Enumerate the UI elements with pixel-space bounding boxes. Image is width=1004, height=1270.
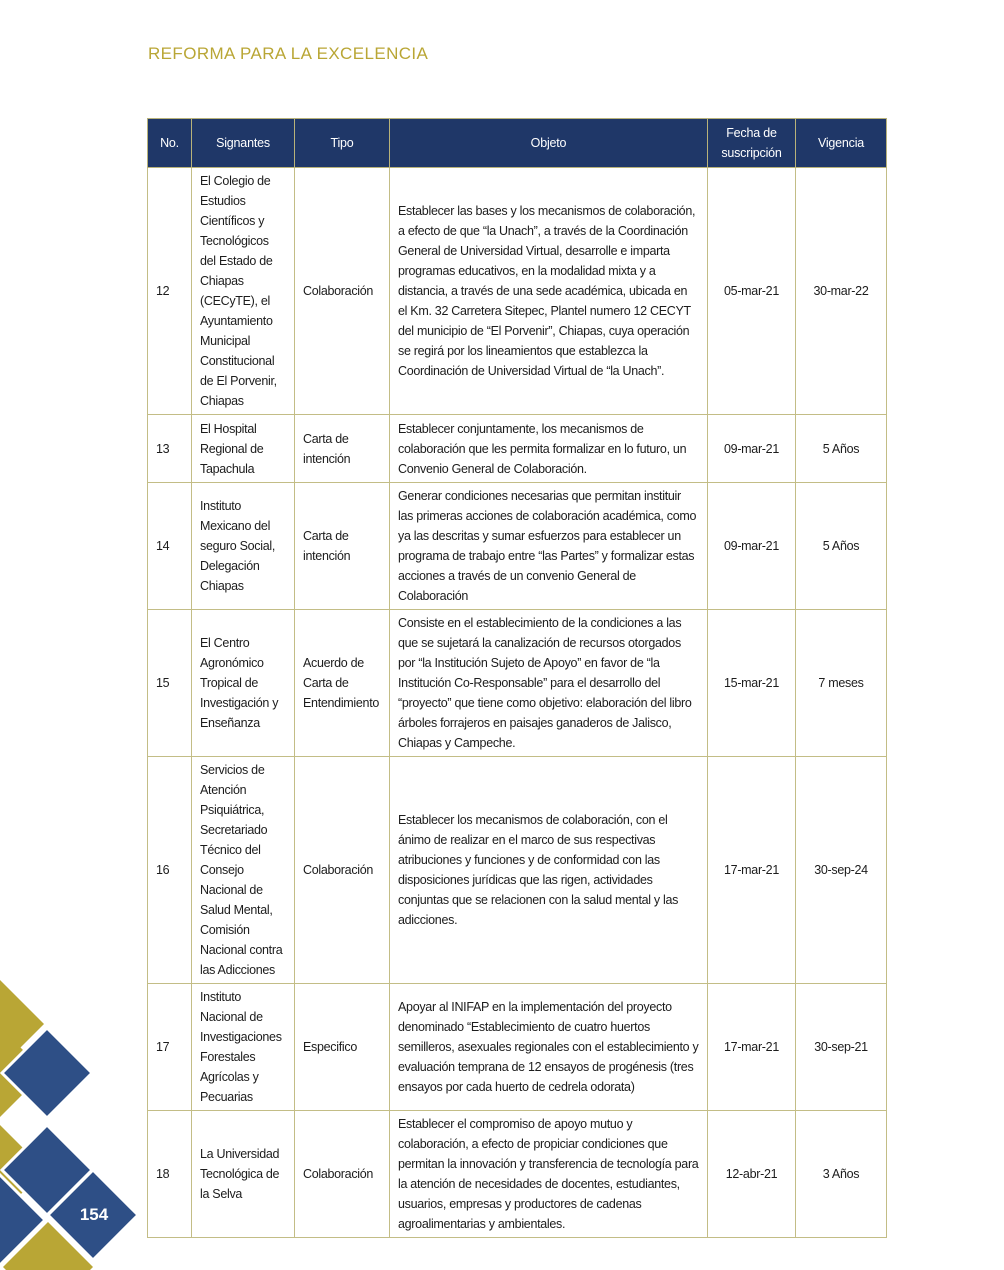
cell-vigencia: 5 Años [796, 483, 887, 610]
cell-objeto: Establecer los mecanismos de colaboración, con el ánimo de realizar en el marco de sus respectivas atribuciones y funciones y de conformidad con las disposiciones jurídicas que las rigen, actividades conjuntas que se relacionen con la salud mental y las adicciones. [390, 757, 708, 984]
page-number: 154 [79, 1205, 109, 1224]
cell-vigencia: 3 Años [796, 1111, 887, 1238]
cell-no: 15 [148, 610, 192, 757]
cell-objeto: Establecer las bases y los mecanismos de colaboración, a efecto de que “la Unach”, a través de la Coordinación General de Universidad Virtual, desarrolle e imparta programas educativos, en la modalidad mixta y a distancia, a través de una sede académica, ubicada en el Km. 32 Carretera Sitepec, Plantel numero 12 CECYT del municipio de “El Porvenir”, Chiapas, cuya operación se regirá por los lineamientos que establezca la Coordinación de Universidad Virtual de “la Unach”. [390, 168, 708, 415]
table-row [148, 610, 887, 757]
cell-fecha: 09-mar-21 [708, 415, 796, 483]
cell-vigencia: 30-sep-24 [796, 757, 887, 984]
cell-no: 12 [148, 168, 192, 415]
cell-tipo: Carta de intención [295, 415, 390, 483]
cell-no: 13 [148, 415, 192, 483]
column-header-tipo: Tipo [295, 119, 390, 168]
cell-signantes: La Universidad Tecnológica de la Selva [192, 1111, 295, 1238]
cell-no: 18 [148, 1111, 192, 1238]
cell-signantes: El Colegio de Estudios Científicos y Tecnológicos del Estado de Chiapas (CECyTE), el Ayuntamiento Municipal Constitucional de El Porvenir, Chiapas [192, 168, 295, 415]
cell-fecha: 17-mar-21 [708, 984, 796, 1111]
agreements-table [147, 118, 887, 1238]
cell-fecha: 15-mar-21 [708, 610, 796, 757]
cell-fecha: 05-mar-21 [708, 168, 796, 415]
cell-tipo: Acuerdo de Carta de Entendimiento [295, 610, 390, 757]
table-row [148, 483, 887, 610]
cell-signantes: Servicios de Atención Psiquiátrica, Secretariado Técnico del Consejo Nacional de Salud Mental, Comisión Nacional contra las Adicciones [192, 757, 295, 984]
table-row [148, 415, 887, 483]
column-header-no: No. [148, 119, 192, 168]
cell-fecha: 12-abr-21 [708, 1111, 796, 1238]
cell-objeto: Establecer el compromiso de apoyo mutuo y colaboración, a efecto de propiciar condiciones que permitan la innovación y transferencia de tecnología para la atención de necesidades de docentes, estudiantes, usuarios, empresas y productores de cadenas agroalimentarias y ambientales. [390, 1111, 708, 1238]
cell-signantes: El Centro Agronómico Tropical de Investigación y Enseñanza [192, 610, 295, 757]
table-row [148, 168, 887, 415]
diamond-pattern-decoration [0, 980, 150, 1270]
running-head: REFORMA PARA LA EXCELENCIA [148, 44, 429, 63]
cell-tipo: Colaboración [295, 1111, 390, 1238]
cell-no: 17 [148, 984, 192, 1111]
cell-signantes: Instituto Nacional de Investigaciones Forestales Agrícolas y Pecuarias [192, 984, 295, 1111]
table-header-row [148, 119, 887, 168]
cell-objeto: Consiste en el establecimiento de la condiciones a las que se sujetará la canalización de recursos otorgados por “la Institución Sujeto de Apoyo” en favor de “la Institución Co-Responsable” para el desarrollo del “proyecto” que tiene como objetivo: elaboración del libro árboles forrajeros en paisajes ganaderos de Jalisco, Chiapas y Campeche. [390, 610, 708, 757]
cell-fecha: 09-mar-21 [708, 483, 796, 610]
cell-signantes: Instituto Mexicano del seguro Social, Delegación Chiapas [192, 483, 295, 610]
cell-objeto: Establecer conjuntamente, los mecanismos de colaboración que les permita formalizar en lo futuro, un Convenio General de Colaboración. [390, 415, 708, 483]
cell-vigencia: 30-sep-21 [796, 984, 887, 1111]
cell-tipo: Especifico [295, 984, 390, 1111]
cell-objeto: Apoyar al INIFAP en la implementación del proyecto denominado “Establecimiento de cuatro huertos semilleros, asexuales regionales con el establecimiento y evaluación temprana de 12 ensayos de progénesis (tres ensayos por cada huerto de cedrela odorata) [390, 984, 708, 1111]
column-header-objeto: Objeto [390, 119, 708, 168]
table-row [148, 1111, 887, 1238]
cell-objeto: Generar condiciones necesarias que permitan instituir las primeras acciones de colaboración académica, como ya las descritas y sumar esfuerzos para establecer un programa de trabajo entre “las Partes” y formalizar estas acciones a través de un convenio General de Colaboración [390, 483, 708, 610]
cell-tipo: Carta de intención [295, 483, 390, 610]
cell-vigencia: 30-mar-22 [796, 168, 887, 415]
cell-vigencia: 7 meses [796, 610, 887, 757]
cell-vigencia: 5 Años [796, 415, 887, 483]
cell-tipo: Colaboración [295, 757, 390, 984]
cell-fecha: 17-mar-21 [708, 757, 796, 984]
column-header-signantes: Signantes [192, 119, 295, 168]
table-row [148, 757, 887, 984]
cell-signantes: El Hospital Regional de Tapachula [192, 415, 295, 483]
column-header-vigencia: Vigencia [796, 119, 887, 168]
column-header-fecha: Fecha de suscripción [708, 119, 796, 168]
cell-no: 14 [148, 483, 192, 610]
table-row [148, 984, 887, 1111]
cell-tipo: Colaboración [295, 168, 390, 415]
cell-no: 16 [148, 757, 192, 984]
